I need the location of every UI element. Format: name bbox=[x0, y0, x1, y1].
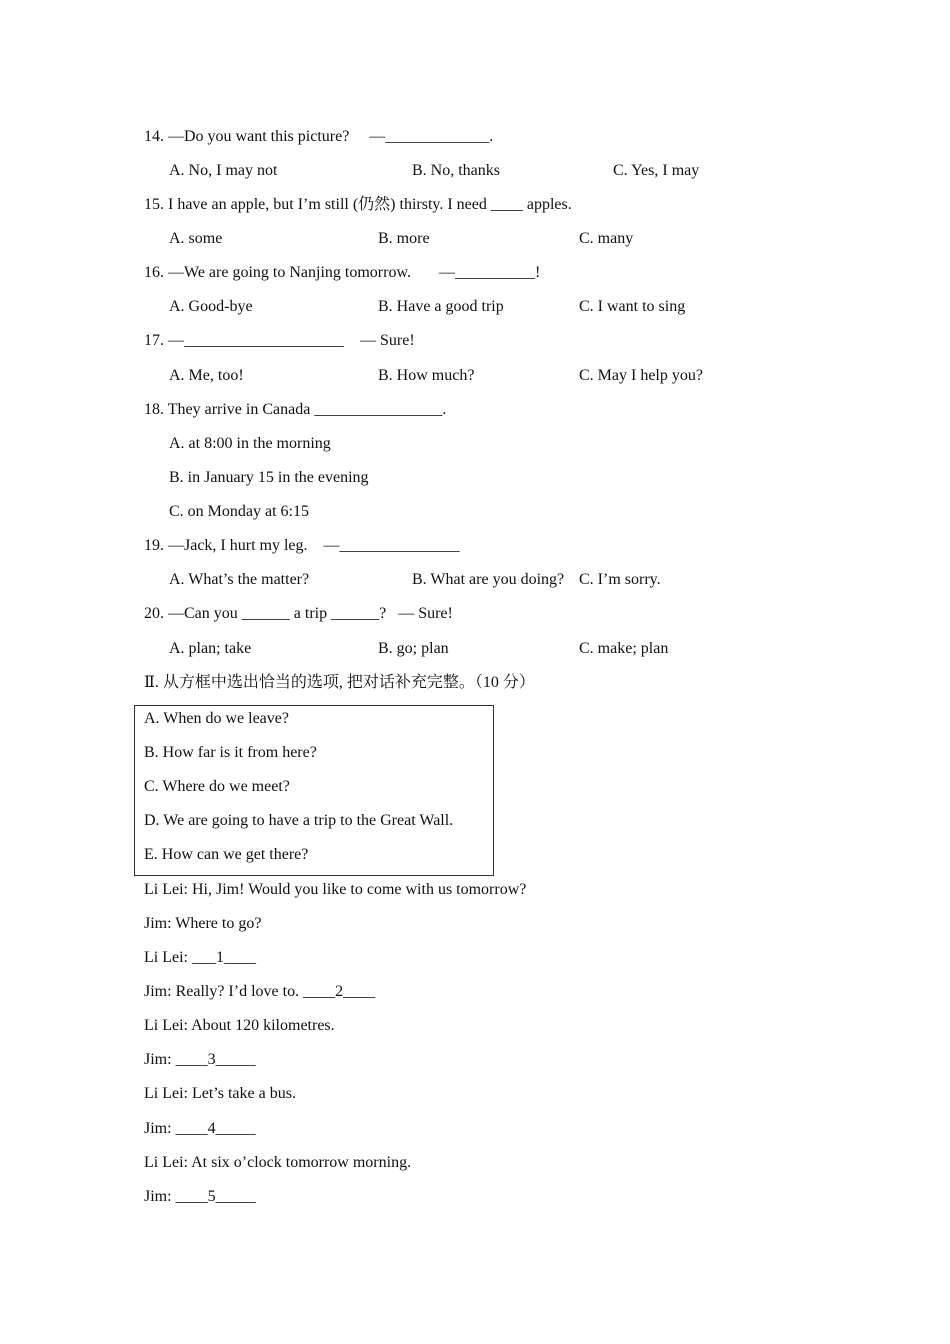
section-title: Ⅱ. 从方框中选出恰当的选项, 把对话补充完整。（10 分） bbox=[144, 674, 535, 691]
dialogue-line bbox=[144, 948, 256, 968]
answer-blank-3: ____3_____ bbox=[175, 1051, 256, 1068]
dialogue-text: Li Lei: Hi, Jim! Would you like to come with us tomorrow? bbox=[144, 881, 527, 898]
dialogue-line bbox=[144, 880, 526, 900]
question-stem: 16. —We are going to Nanjing tomorrow. —__________! bbox=[144, 264, 541, 281]
question-stem: 17. —____________________ — Sure! bbox=[144, 332, 415, 349]
option-c: C. I’m sorry. bbox=[579, 571, 661, 588]
dialogue-line bbox=[144, 1187, 256, 1207]
option-a: A. at 8:00 in the morning bbox=[169, 435, 331, 452]
question-stem: 19. —Jack, I hurt my leg. —_______________ bbox=[144, 537, 460, 554]
options-box bbox=[134, 705, 494, 876]
dialogue-line bbox=[144, 914, 261, 934]
option-a: A. What’s the matter? bbox=[169, 571, 310, 588]
dialogue-text: Li Lei: At six o’clock tomorrow morning. bbox=[144, 1154, 412, 1171]
option-b: B. What are you doing? bbox=[412, 571, 565, 588]
option-c: C. many bbox=[579, 230, 634, 247]
dialogue-text: Li Lei: About 120 kilometres. bbox=[144, 1017, 335, 1034]
option-b: B. in January 15 in the evening bbox=[169, 469, 369, 486]
option-b: B. Have a good trip bbox=[378, 298, 504, 315]
box-option: E. How can we get there? bbox=[144, 846, 309, 863]
option-c: C. I want to sing bbox=[579, 298, 686, 315]
option-b: B. more bbox=[378, 230, 430, 247]
dialogue-line bbox=[144, 982, 375, 1002]
option-a: A. Me, too! bbox=[169, 367, 244, 384]
box-option: C. Where do we meet? bbox=[144, 778, 290, 795]
dialogue-text: Jim: bbox=[144, 1120, 176, 1137]
option-a: A. plan; take bbox=[169, 640, 252, 657]
dialogue-line bbox=[144, 1084, 296, 1104]
question-stem: 15. I have an apple, but I’m still (仍然) thirsty. I need ____ apples. bbox=[144, 196, 572, 213]
answer-blank-4: ____4_____ bbox=[175, 1120, 256, 1137]
option-a: A. some bbox=[169, 230, 223, 247]
dialogue-text: Jim: Really? I’d love to. bbox=[144, 983, 304, 1000]
box-option: B. How far is it from here? bbox=[144, 744, 317, 761]
option-c: C. May I help you? bbox=[579, 367, 703, 384]
answer-blank-1: ___1____ bbox=[191, 949, 256, 966]
dialogue-line bbox=[144, 1119, 256, 1139]
dialogue-text: Jim: Where to go? bbox=[144, 915, 262, 932]
question-stem: 20. —Can you ______ a trip ______? — Sure! bbox=[144, 605, 453, 622]
dialogue-text: Jim: bbox=[144, 1188, 176, 1205]
dialogue-line bbox=[144, 1153, 411, 1173]
option-c: C. Yes, I may bbox=[613, 162, 700, 179]
option-a: A. No, I may not bbox=[169, 162, 278, 179]
question-stem: 14. —Do you want this picture? —_____________. bbox=[144, 128, 494, 145]
answer-blank-2: ____2____ bbox=[303, 983, 376, 1000]
option-c: C. on Monday at 6:15 bbox=[169, 503, 309, 520]
question-stem: 18. They arrive in Canada ________________. bbox=[144, 401, 447, 418]
box-option: D. We are going to have a trip to the Great Wall. bbox=[144, 812, 454, 829]
answer-blank-5: ____5_____ bbox=[175, 1188, 256, 1205]
dialogue-line bbox=[144, 1050, 256, 1070]
option-a: A. Good-bye bbox=[169, 298, 253, 315]
option-b: B. No, thanks bbox=[412, 162, 500, 179]
option-c: C. make; plan bbox=[579, 640, 669, 657]
dialogue-text: Li Lei: Let’s take a bus. bbox=[144, 1085, 296, 1102]
box-option: A. When do we leave? bbox=[144, 710, 289, 727]
dialogue-text: Li Lei: bbox=[144, 949, 192, 966]
option-b: B. How much? bbox=[378, 367, 475, 384]
option-b: B. go; plan bbox=[378, 640, 449, 657]
dialogue-text: Jim: bbox=[144, 1051, 176, 1068]
dialogue-line bbox=[144, 1016, 335, 1036]
